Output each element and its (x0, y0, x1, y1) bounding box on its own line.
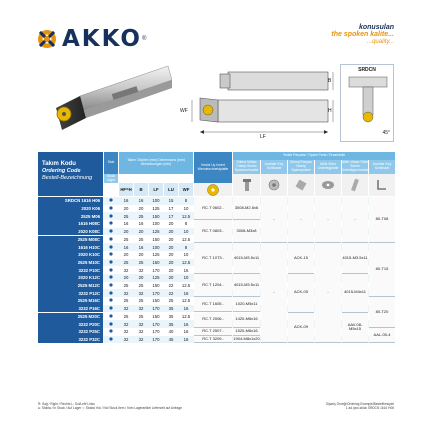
dim-lf: 100 (152, 221, 160, 227)
dim-wf: 12.5 (181, 283, 191, 289)
stock-dot-icon (104, 283, 118, 288)
brand-name: AKKO (62, 26, 142, 52)
title-en: Ordering Code (42, 168, 81, 174)
footer-example-line2: 1 ad./pcs.stück SRDCN 1616 H06 (345, 406, 394, 411)
spare-parts-header (233, 152, 395, 160)
col-h: HF=H (119, 183, 133, 196)
angle-label: 45° (382, 130, 390, 136)
footer-legend-line1: R: Sağ / Right / Rechts L: Sol/Left/ Links (38, 402, 95, 406)
dim-h: 25 (123, 213, 129, 219)
screw-icon (233, 174, 260, 196)
insert-code: RC.T 2507.. (194, 328, 232, 336)
technical-drawing (178, 70, 338, 145)
registered-mark: ® (141, 36, 147, 42)
dim-b: 16 (138, 244, 144, 250)
ordering-code: 2525 M08C (38, 236, 103, 244)
akko-logo (37, 26, 146, 52)
dim-b: 16 (138, 198, 144, 204)
stock-dot-icon (104, 306, 118, 311)
key1-cell: - (261, 197, 287, 243)
dim-h: 32 (123, 329, 129, 335)
dim-lu: 20 (168, 236, 174, 242)
stock-header-text: Stok (107, 160, 115, 165)
slogan-line2: the spoken kalite... (331, 31, 394, 39)
dim-b: 20 (138, 206, 144, 212)
key2-header-text: Anahtar Key Schlüssel (372, 162, 392, 170)
clamp-cell: - (288, 197, 314, 243)
insert-code: RC.T 0602.. (194, 197, 232, 220)
dim-b: 25 (138, 283, 144, 289)
small-drawing-title: SRDCN (358, 67, 376, 73)
dim-lf: 170 (152, 329, 160, 335)
clamp-header (288, 160, 314, 174)
stock-header (104, 152, 118, 174)
ordering-code: 3232 P32C (38, 336, 103, 344)
dim-h: 16 (123, 244, 129, 250)
dim-lu: 20 (168, 267, 174, 273)
dim-wf: 16 (183, 336, 189, 342)
stock-dot-icon (104, 268, 118, 273)
dim-b: 32 (138, 306, 144, 312)
ordering-code: 2020 K10C (38, 251, 103, 259)
dim-lu: 35 (168, 306, 174, 312)
dim-b: 32 (138, 336, 144, 342)
stock-dot-icon (104, 314, 118, 319)
key1-cell: - (261, 243, 287, 343)
dim-wf: 16 (183, 306, 189, 312)
dim-wf: 12.5 (181, 298, 191, 304)
ordering-code: 3232 P16C (38, 305, 103, 313)
dim-h: 16 (123, 198, 129, 204)
dim-lf: 170 (152, 290, 160, 296)
ordering-code: 2020 K08C (38, 228, 103, 236)
shim-icon (315, 174, 341, 196)
dim-lu: 20 (168, 259, 174, 265)
key-code: 80-T20 (369, 297, 395, 328)
stock-dot-icon (104, 198, 118, 203)
ordering-code: 2020 K12C (38, 274, 103, 282)
title-tr: Takım Kodu (42, 161, 76, 167)
tool-holder-photo (50, 58, 172, 138)
insert-code: RC.T 3209.. (194, 336, 232, 344)
dim-h: 32 (123, 306, 129, 312)
insert-image (194, 183, 232, 196)
hex-key-icon (369, 174, 395, 196)
shim-screw-code: 4015-M3.5x11 (342, 243, 368, 274)
stock-dot-icon (104, 252, 118, 257)
dim-h: 20 (123, 275, 129, 281)
clamp-code: ACK-09 (288, 313, 314, 344)
dim-lf-label: LF (260, 134, 266, 140)
clamp-header-text: Sıkma Parçası Clamp Spannpratze (289, 160, 313, 172)
col-wf: WF (179, 183, 193, 196)
screw-header-text: Sıkma Vidası Clamp Screw Spannschraube (234, 160, 259, 172)
dim-wf: 8 (184, 221, 188, 227)
clamp-screw-code: 4015-M3.5x11 (233, 274, 260, 297)
dim-lf: 170 (152, 267, 160, 273)
dim-lu: 35 (168, 313, 174, 319)
dim-h-label: H (328, 108, 332, 114)
dim-h: 25 (123, 259, 129, 265)
torx-key-icon (261, 174, 287, 196)
table-title-cell (38, 152, 103, 196)
clamp-screw-code: 1520-M6x16 (233, 328, 260, 336)
dim-wf: 16 (183, 329, 189, 335)
dim-lf: 100 (152, 244, 160, 250)
ordering-code: 3232 P12C (38, 289, 103, 297)
key2-header (369, 160, 395, 174)
dim-lf: 150 (152, 259, 160, 265)
dim-wf: 12.5 (181, 259, 191, 265)
shim-screw-header (342, 160, 368, 174)
footer-example-line1: Sipariş Örneği/Ordering Example/Bestellbeispiel (325, 402, 394, 406)
dim-h: 20 (123, 229, 129, 235)
dim-wf-label: WF (180, 108, 188, 114)
insert-header-text: Kesici Uç Insert Wendeschneidplatte (197, 162, 229, 171)
clamp-screw-code: 4015-M3.5x11 (233, 243, 260, 274)
dim-lf: 170 (152, 306, 160, 312)
shim-screw-header-text: Altlık Vidası Shim Screw Unterlegschraube (342, 160, 368, 172)
dim-lu: 17 (168, 206, 174, 212)
dim-lf: 125 (152, 229, 160, 235)
stock-dot-icon (104, 260, 118, 265)
clamp-screw-code: 1904-M8x1x20 (233, 336, 260, 344)
footer-legend-line2: ●: Stokta / In Stock / Auf Lager ○: Stokta Yok / Not Stock Item / Kein Lagerartikel Lieferzeit auf Anfrage (38, 406, 182, 411)
dim-b: 16 (138, 221, 144, 227)
dim-lu: 20 (168, 244, 174, 250)
dim-wf: 8 (184, 198, 188, 204)
title-de: Bestell-Bezeichnung (42, 175, 93, 181)
small-drawing-box (340, 64, 394, 142)
stock-dot-icon (104, 229, 118, 234)
dim-lf: 150 (152, 313, 160, 319)
spare-parts-header-text: Yedek Parçalar / Spare Parts / Ersatzteile (282, 153, 346, 158)
insert-code: RC.T 1605.. (194, 297, 232, 312)
dim-b-label: B (328, 78, 332, 84)
shim-screw-icon (342, 174, 368, 196)
dim-b: 32 (138, 267, 144, 273)
footer-ordering-example (326, 402, 394, 411)
dim-lf: 170 (152, 336, 160, 342)
ordering-code: 1616 H10C (38, 243, 103, 251)
key-code: 80-T15 (369, 243, 395, 297)
dim-lf: 150 (152, 283, 160, 289)
shim-header-text: Altlık Shim Unterlegplatte (317, 162, 339, 170)
clamp-screw-code: 3008-M3x8 (233, 220, 260, 243)
dim-lu: 20 (168, 252, 174, 258)
ordering-code: 1616 H08C (38, 220, 103, 228)
ordering-code: 2525 M10C (38, 259, 103, 267)
stock-dot-icon (104, 329, 118, 334)
dim-h: 25 (123, 283, 129, 289)
slogan (331, 24, 394, 45)
shim-screw-code: AAV-08-M5x15 (342, 313, 368, 344)
dim-lu: 45 (168, 336, 174, 342)
ordering-code: 2525 M16C (38, 297, 103, 305)
stock-dot-icon (104, 206, 118, 211)
dim-h: 32 (123, 321, 129, 327)
dim-wf: 12.5 (181, 313, 191, 319)
dim-lu: 35 (168, 321, 174, 327)
dim-lf: 125 (152, 206, 160, 212)
insert-header (194, 152, 232, 183)
dim-b: 20 (138, 252, 144, 258)
key-code: AAL-05-4 (369, 328, 395, 343)
insert-code: RC.T 2006.. (194, 313, 232, 328)
dim-b: 25 (138, 298, 144, 304)
insert-code: RC.T 0803.. (194, 220, 232, 243)
dim-h: 32 (123, 336, 129, 342)
dim-h: 25 (123, 313, 129, 319)
dim-wf: 12.5 (181, 213, 191, 219)
dim-wf: 8 (184, 244, 188, 250)
dim-wf: 16 (183, 321, 189, 327)
dim-h: 25 (123, 298, 129, 304)
dim-b: 25 (138, 259, 144, 265)
dim-wf: 16 (183, 290, 189, 296)
insert-code: RC.T 10T3.. (194, 243, 232, 274)
stock-dot-icon (104, 221, 118, 226)
stock-dot-icon (104, 337, 118, 342)
footer-legend (38, 402, 182, 411)
dim-lu: 20 (168, 221, 174, 227)
col-lu: LU (164, 183, 178, 196)
dim-b: 32 (138, 290, 144, 296)
key1-header-text: Anahtar Key Schlüssel (264, 162, 284, 170)
ordering-code: 3232 P10C (38, 266, 103, 274)
logo-mark-icon (37, 29, 57, 49)
dim-h: 32 (123, 290, 129, 296)
stock-dot-icon (104, 237, 118, 242)
clamp-screw-code: 1020-M5x11 (233, 297, 260, 312)
clamp-screw-code: 3008-M2.5x6 (233, 197, 260, 220)
stock-dot-icon (104, 275, 118, 280)
dim-lu: 40 (168, 329, 174, 335)
stock-dot-icon (104, 214, 118, 219)
slogan-line1: konusulan (358, 24, 394, 31)
dim-h: 20 (123, 252, 129, 258)
insert-code: RC.T 1204.. (194, 274, 232, 297)
shim-screw-code: 4015-M4x11 (342, 274, 368, 313)
dim-h: 20 (123, 206, 129, 212)
dim-lf: 125 (152, 252, 160, 258)
stock-header-sub (104, 174, 118, 183)
shim-cell: - (315, 197, 341, 243)
ordering-code: SRDCN 1616 H06 (38, 197, 103, 205)
dim-h: 16 (123, 221, 129, 227)
dim-wf: 10 (183, 206, 189, 212)
dim-lf: 150 (152, 236, 160, 242)
dimensions-spacer (119, 174, 193, 183)
ordering-code: 3232 P25C (38, 328, 103, 336)
clamp-code: ACK-05 (288, 274, 314, 313)
dim-h: 32 (123, 267, 129, 273)
dim-wf: 10 (183, 275, 189, 281)
dim-lf: 170 (152, 321, 160, 327)
dim-b: 32 (138, 329, 144, 335)
stock-dot-icon (104, 291, 118, 296)
ordering-code: 2525 M06 (38, 212, 103, 220)
ordering-code: 2020 K06 (38, 205, 103, 213)
stock-dot-icon (104, 322, 118, 327)
shim-header (315, 160, 341, 174)
dim-lu: 20 (168, 275, 174, 281)
dim-wf: 10 (183, 252, 189, 258)
screw-header (233, 160, 260, 174)
dim-wf: 10 (183, 229, 189, 235)
dim-lf: 150 (152, 213, 160, 219)
clamp-screw-code: 1420-M6x16 (233, 313, 260, 328)
col-lf: LF (149, 183, 163, 196)
dim-b: 25 (138, 213, 144, 219)
dim-lu: 17 (168, 213, 174, 219)
dim-lu: 15 (168, 198, 174, 204)
stock-dot-icon (104, 298, 118, 303)
dim-lu: 22 (168, 290, 174, 296)
product-table (38, 152, 395, 400)
stock-header-sub-text: Stock Lager (106, 174, 116, 182)
dim-lu: 20 (168, 229, 174, 235)
ordering-code: 2525 M12C (38, 282, 103, 290)
dim-lu: 25 (168, 298, 174, 304)
key1-header (261, 160, 287, 174)
dim-wf: 16 (183, 267, 189, 273)
stock-dot-icon (104, 245, 118, 250)
dim-b: 32 (138, 321, 144, 327)
dimensions-header-text: Takım Ölçüleri (mm) Dimensions (mm) Abmessungen (mm) (127, 158, 185, 166)
ordering-code: 3232 P20C (38, 320, 103, 328)
dim-b: 20 (138, 275, 144, 281)
key-code: 80-T08 (369, 197, 395, 243)
shim-screw-cell: - (342, 197, 368, 243)
col-b: B (134, 183, 148, 196)
dim-b: 20 (138, 229, 144, 235)
slogan-line3: ...quality... (367, 38, 394, 45)
clamp-icon (288, 174, 314, 196)
dim-lu: 22 (168, 283, 174, 289)
ordering-code: 2525 M20C (38, 313, 103, 321)
dim-lf: 100 (152, 198, 160, 204)
dim-lf: 125 (152, 275, 160, 281)
dim-b: 25 (138, 313, 144, 319)
dim-h: 25 (123, 236, 129, 242)
dim-wf: 12.5 (181, 236, 191, 242)
dimensions-header (119, 152, 193, 174)
clamp-code: ACK-15 (288, 243, 314, 274)
dim-b: 25 (138, 236, 144, 242)
shim-cell: - (315, 243, 341, 343)
dim-lf: 150 (152, 298, 160, 304)
